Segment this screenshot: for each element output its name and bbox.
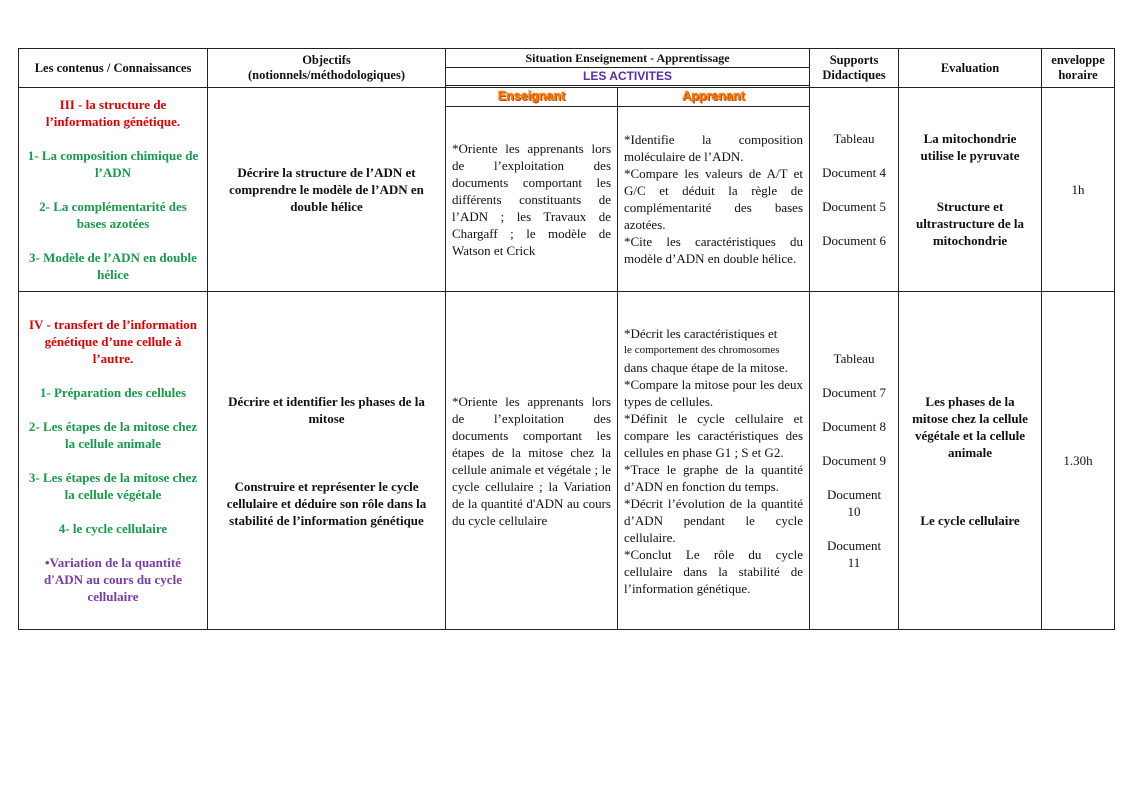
header-contenus: [19, 49, 208, 88]
apprenant-item: *Identifie la composition moléculaire de l’ADN.: [624, 132, 804, 164]
support-item: Document 9: [822, 453, 886, 468]
lesson-plan-table: [18, 48, 1115, 630]
support-item: Tableau: [833, 351, 875, 366]
hours-cell-row2: [1042, 292, 1115, 630]
header-objectifs-label: Objectifs: [302, 53, 351, 67]
header-activites: [446, 68, 810, 86]
enseignant-text: *Oriente les apprenants lors de l’exploitation des documents comportant les étapes de la mitose chez la cellule animale et végétale ; le cycle cellulaire ; la Variation de la quantité d'ADN au cours du cycle cellulaire: [452, 393, 611, 528]
content-item: 2- Les étapes de la mitose chez la cellule animale: [28, 419, 198, 451]
header-contenus-label: Les contenus / Connaissances: [34, 60, 192, 75]
objectif-text: Construire et représenter le cycle cellulaire et déduire son rôle dans la stabilité de l’information génétique: [226, 478, 427, 528]
objectifs-cell-row1: [208, 88, 446, 292]
subheader-enseignant-label: Enseignant: [497, 89, 566, 103]
support-item: Document 10: [826, 487, 882, 519]
evaluation-cell-row2: [899, 292, 1042, 630]
header-activites-label: LES ACTIVITES: [583, 69, 672, 83]
hours-value: 1h: [1071, 182, 1085, 197]
content-item: 4- le cycle cellulaire: [58, 521, 168, 536]
supports-cell-row2: [810, 292, 899, 630]
evaluation-item: Le cycle cellulaire: [920, 512, 1020, 528]
header-situation: [446, 49, 810, 68]
support-item: Document 8: [822, 419, 886, 434]
content-title: IV - transfert de l’information génétique d’une cellule à l’autre.: [28, 317, 197, 366]
enseignant-cell-row1: [446, 107, 618, 292]
apprenant-item: *Décrit les caractéristiques et: [624, 325, 778, 341]
header-row: [19, 49, 1115, 68]
content-cell-row1: [19, 88, 208, 292]
support-item: Document 6: [822, 233, 886, 248]
objectifs-cell-row2: [208, 292, 446, 630]
evaluation-item: La mitochondrie utilise le pyruvate: [920, 131, 1020, 163]
content-item: 1- Préparation des cellules: [39, 385, 187, 400]
header-evaluation: [899, 49, 1042, 88]
header-objectifs-sub: (notionnels/méthodologiques): [248, 68, 405, 82]
support-item: Tableau: [833, 131, 875, 146]
content-item: 3- Modèle de l’ADN en double hélice: [29, 250, 197, 282]
evaluation-item: Structure et ultrastructure de la mitochondrie: [915, 199, 1025, 248]
apprenant-item: *Compare les valeurs de A/T et G/C et déduit la règle de complémentarité des bases azotées.: [624, 166, 804, 232]
header-supports-sub: Didactiques: [822, 68, 886, 82]
apprenant-item: *Conclut Le rôle du cycle cellulaire dans la stabilité de l’information génétique.: [624, 546, 804, 596]
lesson-row-2: [19, 292, 1115, 630]
support-item: Document 7: [822, 385, 886, 400]
evaluation-item: Les phases de la mitose chez la cellule végétale et la cellule animale: [912, 393, 1028, 460]
support-item: Document 5: [822, 199, 886, 214]
apprenant-item: dans chaque étape de la mitose.: [624, 359, 788, 375]
header-objectifs: [208, 49, 446, 88]
support-item: Document 11: [826, 538, 882, 570]
header-enveloppe-label: enveloppe: [1051, 53, 1105, 67]
support-item: Document 4: [822, 165, 886, 180]
apprenant-item: *Cite les caractéristiques du modèle d’ADN en double hélice.: [624, 234, 804, 266]
header-situation-label: Situation Enseignement - Apprentissage: [525, 51, 730, 65]
apprenant-item: *Définit le cycle cellulaire et compare les caractéristiques des cellules en phase G1 ; S et G2.: [624, 410, 804, 460]
content-item: 3- Les étapes de la mitose chez la cellule végétale: [28, 470, 198, 502]
subheader-apprenant-label: Apprenant: [682, 89, 745, 103]
evaluation-cell-row1: [899, 88, 1042, 292]
apprenant-item: *Trace le graphe de la quantité d’ADN en fonction du temps.: [624, 461, 804, 494]
header-evaluation-label: Evaluation: [940, 60, 1000, 75]
hours-cell-row1: [1042, 88, 1115, 292]
enseignant-text: *Oriente les apprenants lors de l’exploitation des documents comportant les différents constituants de l’ADN ; les Travaux de Chargaff ; le modèle de Watson et Crick: [452, 140, 611, 258]
subheader-enseignant: [446, 88, 618, 107]
apprenant-cell-row2: [618, 292, 810, 630]
header-enveloppe-sub: horaire: [1058, 68, 1098, 82]
objectif-text: Décrire et identifier les phases de la mitose: [228, 393, 425, 426]
supports-cell-row1: [810, 88, 899, 292]
content-extra: •Variation de la quantité d'ADN au cours du cycle cellulaire: [44, 555, 182, 604]
subheader-apprenant: [618, 88, 810, 107]
content-title: III - la structure de l’information génétique.: [45, 97, 181, 129]
apprenant-item: *Compare la mitose pour les deux types de cellules.: [624, 376, 804, 409]
hours-value: 1.30h: [1063, 453, 1093, 468]
apprenant-cell-row1: [618, 107, 810, 292]
header-supports-label: Supports: [829, 53, 879, 67]
enseignant-cell-row2: [446, 292, 618, 630]
content-cell-row2: [19, 292, 208, 630]
header-supports: [810, 49, 899, 88]
apprenant-item-small: le comportement des chromosomes: [624, 343, 780, 356]
objectif-text: Décrire la structure de l’ADN et comprendre le modèle de l’ADN en double hélice: [229, 165, 424, 214]
header-enveloppe: [1042, 49, 1115, 88]
content-item: 1- La composition chimique de l’ADN: [27, 148, 199, 180]
apprenant-item: *Décrit l’évolution de la quantité d’ADN pendant le cycle cellulaire.: [624, 495, 804, 545]
content-item: 2- La complémentarité des bases azotées: [39, 199, 187, 231]
